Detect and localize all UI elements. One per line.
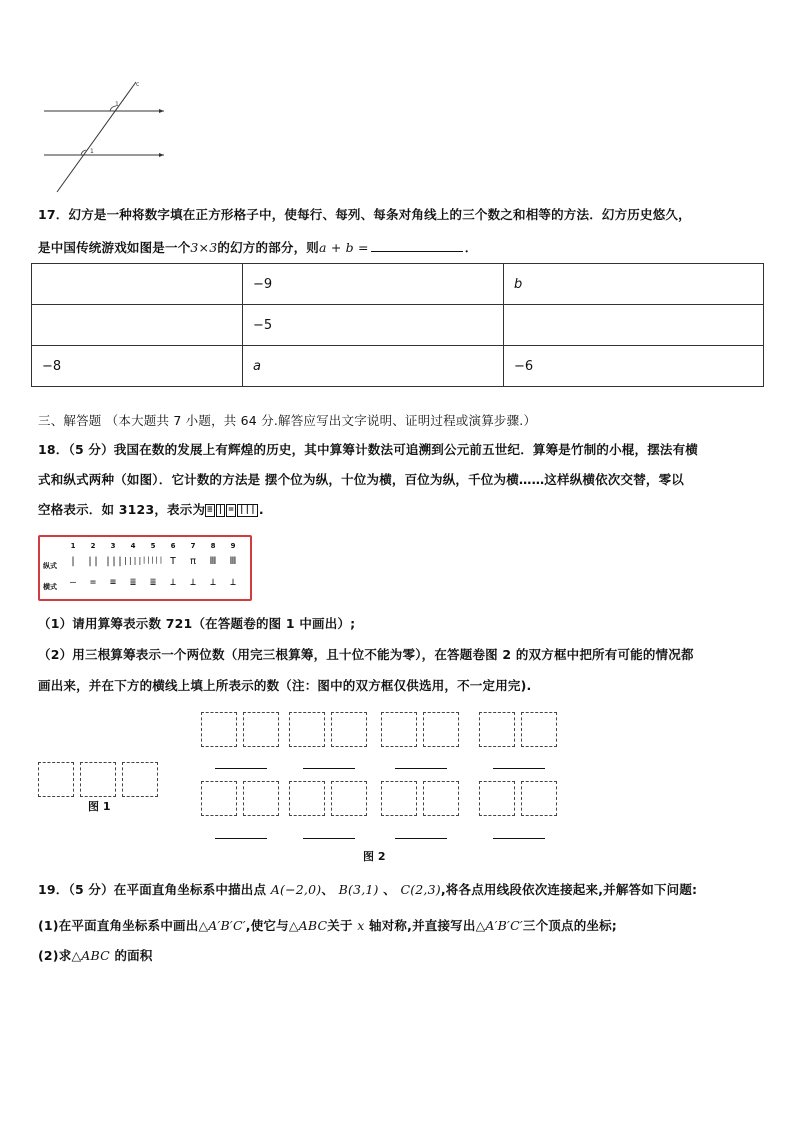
rod-number: 8 bbox=[210, 542, 216, 550]
q18-line2: 式和纵式两种（如图）．它计数的方法是 摆个位为纵，十位为横，百位为纵，千位为横……这样纵横依次交替，零以 bbox=[38, 472, 685, 487]
table-cell: b bbox=[504, 264, 764, 305]
fig2-box[interactable] bbox=[201, 781, 237, 816]
fig2-box[interactable] bbox=[479, 781, 515, 816]
fig2-box[interactable] bbox=[201, 712, 237, 747]
fig2-box[interactable] bbox=[243, 781, 279, 816]
rod-horizontal: ⊥ bbox=[229, 577, 237, 588]
q18-sub2-line1: （2）用三根算筹表示一个两位数（用完三根算筹，且十位不能为零），在答题卷图 2 的双方框中把所有可能的情况都 bbox=[38, 647, 694, 662]
q17-line1: 17．幻方是一种将数字填在正方形格子中，使每行、每列、每条对角线上的三个数之和相等的方法．幻方历史悠久， bbox=[38, 207, 691, 222]
fig2-box[interactable] bbox=[331, 712, 367, 747]
fig2-box[interactable] bbox=[423, 712, 459, 747]
rod-number: 7 bbox=[190, 542, 196, 550]
rod-digit: ||| bbox=[239, 505, 256, 515]
table-cell bbox=[32, 264, 243, 305]
rod-digit: ≡ bbox=[207, 505, 213, 515]
answer-line[interactable] bbox=[493, 838, 545, 839]
table-cell: −9 bbox=[243, 264, 504, 305]
table-row bbox=[32, 346, 764, 387]
rod-number: 9 bbox=[230, 542, 236, 550]
rod-number: 6 bbox=[170, 542, 176, 550]
q17-line2: 是中国传统游戏如图是一个3×3的幻方的部分，则a + b = ． bbox=[38, 240, 478, 255]
horizontal-label: 横式 bbox=[43, 583, 57, 591]
fig2-box[interactable] bbox=[331, 781, 367, 816]
table-cell: −5 bbox=[243, 305, 504, 346]
fig2-box[interactable] bbox=[381, 712, 417, 747]
table-cell: −6 bbox=[504, 346, 764, 387]
q18-sub2-line2: 画出来，并在下方的横线上填上所表示的数（注：图中的双方框仅供选用，不一定用完). bbox=[38, 678, 532, 693]
q18-line3: 空格表示．如 3123，表示为 ≡ | = ||| . bbox=[38, 502, 264, 517]
rod-number: 1 bbox=[70, 542, 76, 550]
fig2-box[interactable] bbox=[243, 712, 279, 747]
rod-vertical: || bbox=[86, 556, 100, 567]
table-row bbox=[32, 264, 764, 305]
rod-horizontal: ≡ bbox=[109, 577, 117, 588]
table-cell: −8 bbox=[32, 346, 243, 387]
rod-digit: | bbox=[217, 505, 224, 515]
vertical-label: 纵式 bbox=[43, 562, 57, 570]
fig2-box[interactable] bbox=[423, 781, 459, 816]
fig2-box[interactable] bbox=[521, 781, 557, 816]
rod-vertical: ||||| bbox=[142, 556, 164, 564]
rod-horizontal: ≣ bbox=[149, 577, 157, 588]
rod-horizontal: = bbox=[89, 577, 97, 588]
rod-vertical: ||| bbox=[105, 556, 124, 567]
rod-horizontal: — bbox=[69, 577, 77, 588]
q19-sub2: (2)求△ABC 的面积 bbox=[38, 948, 153, 963]
table-row bbox=[32, 305, 764, 346]
fig2-box[interactable] bbox=[289, 712, 325, 747]
section-heading: 三、解答题 （本大题共 7 小题，共 64 分.解答应写出文字说明、证明过程或演算步骤.） bbox=[38, 413, 537, 428]
rod-number: 5 bbox=[150, 542, 156, 550]
parallel-lines-figure bbox=[40, 78, 170, 196]
rod-horizontal: ⊥ bbox=[209, 577, 217, 588]
fig1-box[interactable] bbox=[38, 762, 74, 797]
rod-vertical: Ⅲ bbox=[229, 556, 237, 567]
fig2-box[interactable] bbox=[381, 781, 417, 816]
rod-digit: = bbox=[228, 505, 235, 515]
angle-label-2: 1 bbox=[90, 148, 94, 155]
fig2-box[interactable] bbox=[521, 712, 557, 747]
rod-horizontal: ≣ bbox=[129, 577, 137, 588]
answer-line[interactable] bbox=[215, 768, 267, 769]
q19-line1: 19．（5 分）在平面直角坐标系中描出点 A(−2,0)、 B(3,1) 、 C(2,3),将各点用线段依次连接起来,并解答如下问题: bbox=[38, 882, 698, 897]
answer-line[interactable] bbox=[215, 838, 267, 839]
answer-line[interactable] bbox=[493, 768, 545, 769]
rod-horizontal: ⊥ bbox=[189, 577, 197, 588]
q19-sub1: (1)在平面直角坐标系中画出△A′B′C′,使它与△ABC关于 x 轴对称,并直接写出△A′B′C′三个顶点的坐标; bbox=[38, 918, 618, 933]
rod-vertical: |||| bbox=[123, 556, 143, 565]
rod-horizontal: ⊥ bbox=[169, 577, 177, 588]
fig2-label: 图 2 bbox=[363, 850, 386, 863]
rod-number: 4 bbox=[130, 542, 136, 550]
rod-number: 2 bbox=[90, 542, 96, 550]
answer-line[interactable] bbox=[395, 838, 447, 839]
answer-line[interactable] bbox=[303, 768, 355, 769]
table-cell bbox=[504, 305, 764, 346]
fig2-box[interactable] bbox=[479, 712, 515, 747]
line-label-c: c bbox=[136, 81, 140, 88]
answer-blank[interactable] bbox=[371, 239, 463, 252]
fig2-box[interactable] bbox=[289, 781, 325, 816]
q18-line1: 18．（5 分）我国在数的发展上有辉煌的历史，其中算筹计数法可追溯到公元前五世纪．算筹是竹制的小棍，摆法有横 bbox=[38, 442, 698, 457]
fig1-box[interactable] bbox=[80, 762, 116, 797]
table-cell: a bbox=[243, 346, 504, 387]
rod-vertical: Ⅲ bbox=[209, 556, 217, 567]
magic-square-table bbox=[31, 263, 764, 387]
fig1-label: 图 1 bbox=[88, 800, 111, 813]
table-cell bbox=[32, 305, 243, 346]
answer-line[interactable] bbox=[303, 838, 355, 839]
answer-line[interactable] bbox=[395, 768, 447, 769]
rod-vertical: | bbox=[69, 556, 77, 567]
counting-rod-table bbox=[38, 535, 252, 601]
rod-vertical: π bbox=[189, 556, 197, 567]
angle-label-1: 1 bbox=[115, 101, 119, 108]
rod-vertical: T bbox=[169, 556, 177, 567]
rod-number: 3 bbox=[110, 542, 116, 550]
q18-sub1: （1）请用算筹表示数 721（在答题卷的图 1 中画出）; bbox=[38, 616, 356, 631]
fig1-box[interactable] bbox=[122, 762, 158, 797]
